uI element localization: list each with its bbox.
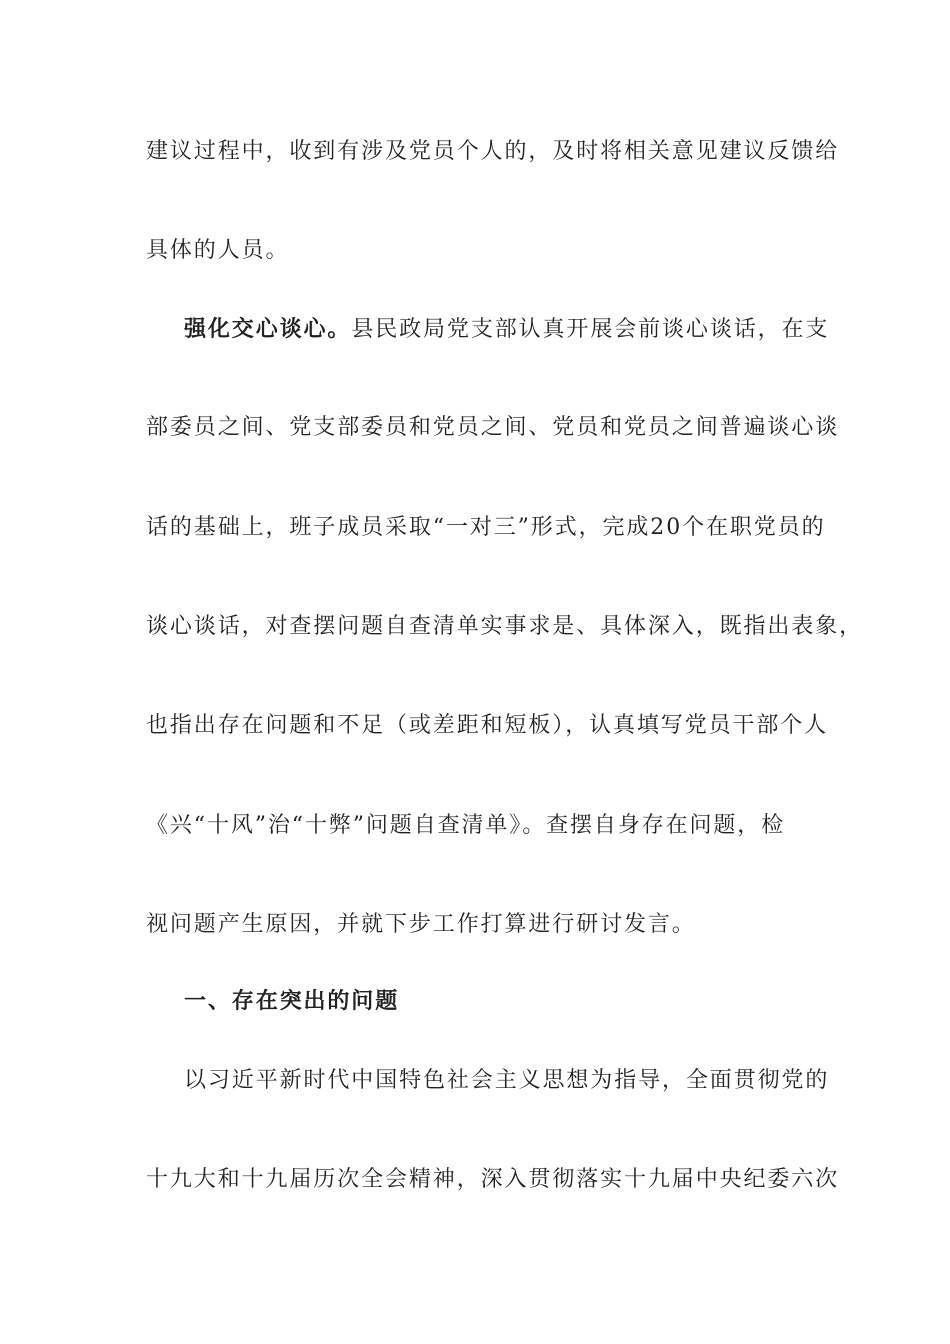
paragraph-heading: 强化交心谈心。 <box>184 316 352 342</box>
paragraph-text: 县民政局党支部认真开展会前谈心谈话，在支 <box>351 317 830 342</box>
body-text-line: 部委员之间、党支部委员和党员之间、党员和党员之间普遍谈心谈 <box>146 415 840 440</box>
body-text-line: 具体的人员。 <box>146 238 290 263</box>
section-first-line: 以习近平新时代中国特色社会主义思想为指导，全面贯彻党的 <box>184 1068 830 1093</box>
body-text-line: 也指出存在问题和不足（或差距和短板），认真填写党员干部个人 <box>146 713 829 738</box>
body-text-line: 视问题产生原因，并就下步工作打算进行研讨发言。 <box>146 912 696 937</box>
body-text-line: 十九大和十九届历次全会精神，深入贯彻落实十九届中央纪委六次 <box>146 1167 840 1192</box>
body-text-line: 《兴“十风”治“十弊”问题自查清单》。查摆自身存在问题，检 <box>146 813 786 838</box>
body-text-line: 话的基础上，班子成员采取“一对三”形式，完成20个在职党员的 <box>146 515 826 540</box>
section-heading: 一、存在突出的问题 <box>184 988 400 1014</box>
body-text-line: 谈心谈话，对查摆问题自查清单实事求是、具体深入，既指出表象， <box>146 614 864 639</box>
paragraph-first-line <box>184 314 829 345</box>
body-text-line: 建议过程中，收到有涉及党员个人的，及时将相关意见建议反馈给 <box>146 139 840 164</box>
